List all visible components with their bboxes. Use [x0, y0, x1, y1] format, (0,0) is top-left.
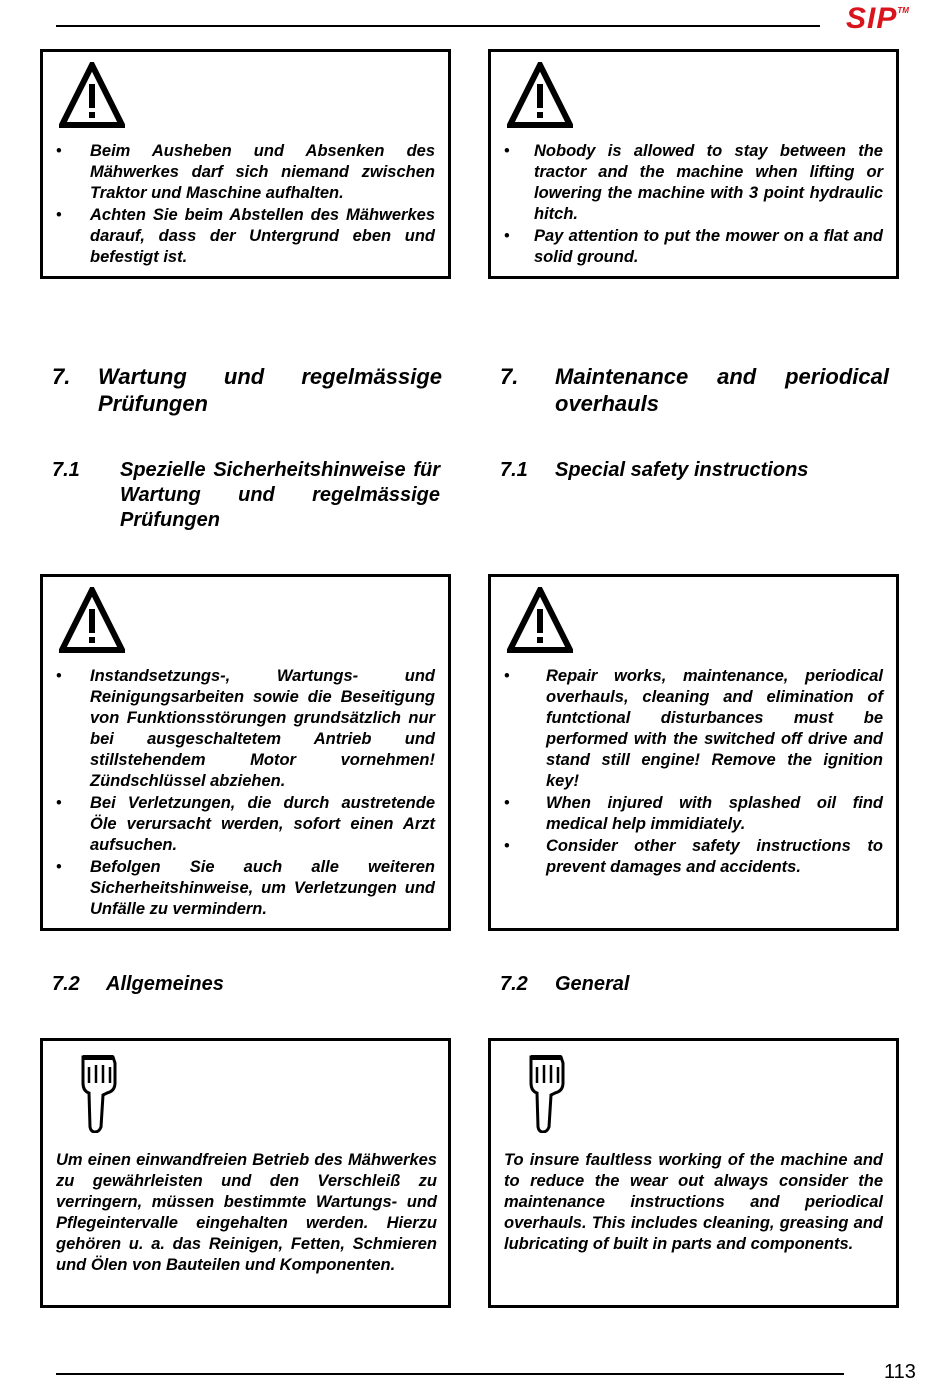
list-item: • Repair works, maintenance, periodical overhauls, cleaning and elimination of funtctional disturbances must be performed with the switched off drive and stand still engine! Remove the ignition key!: [504, 666, 883, 792]
warning-box-de-2: [40, 574, 451, 931]
list-item: • Pay attention to put the mower on a flat and solid ground.: [504, 226, 883, 268]
list-item: • Beim Ausheben und Absenken des Mähwerkes darf sich niemand zwischen Traktor und Maschine aufhalten.: [56, 141, 435, 204]
note-text-de: Um einen einwandfreien Betrieb des Mähwerkes zu gewährleisten und den Verschleiß zu verringern, müssen bestimmte Wartungs- und Pflegeintervalle eingehalten werden. Hierzu gehören u. a. das Reinigen, Fetten, Schmieren und Ölen von Bauteilen und Komponenten.: [56, 1151, 437, 1274]
warning-list-de-2: [56, 666, 435, 921]
header-rule: [56, 25, 820, 27]
list-item: • Befolgen Sie auch alle weiteren Sicherheitshinweise, um Verletzungen und Unfälle zu vermindern.: [56, 857, 435, 920]
section-7-2-number-en: 7.2: [500, 973, 528, 995]
section-7-2-number-de: 7.2: [52, 973, 80, 995]
warning-triangle-icon: [507, 587, 573, 653]
warning-box-de-1: [40, 49, 451, 279]
warning-triangle-icon: [507, 62, 573, 128]
section-7-1-number-en: 7.1: [500, 459, 528, 481]
section-7-1-title-en: Special safety instructions: [555, 459, 809, 481]
list-item: • Nobody is allowed to stay between the tractor and the machine when lifting or lowering the machine with 3 point hydraulic hitch.: [504, 141, 883, 225]
warning-triangle-icon: [59, 62, 125, 128]
warning-list-de-1: [56, 141, 435, 269]
section-7-number-de: 7.: [52, 364, 71, 389]
warning-box-en-2: [488, 574, 899, 931]
note-box-de: [40, 1038, 451, 1308]
list-item: • Instandsetzungs-, Wartungs- und Reinigungsarbeiten sowie die Beseitigung von Funktionsstörungen grundsätzlich nur bei ausgeschaltetem Antrieb und stillstehendem Motor vornehmen! Zündschlüssel abziehen.: [56, 666, 435, 792]
section-7-2-title-en: General: [555, 973, 630, 995]
section-7-number-en: 7.: [500, 364, 519, 389]
note-text-en: To insure faultless working of the machine and to reduce the wear out always consider the maintenance instructions and periodical overhauls. This includes cleaning, greasing and lubricating of built in parts and components.: [504, 1151, 883, 1253]
list-item: • Achten Sie beim Abstellen des Mähwerkes darauf, dass der Untergrund eben und befestigt ist.: [56, 205, 435, 268]
sip-logo: SIP™: [846, 2, 909, 35]
list-item: • When injured with splashed oil find medical help immidiately.: [504, 793, 883, 835]
section-7-title-en: Maintenance and periodical overhauls: [555, 364, 889, 416]
warning-triangle-icon: [59, 587, 125, 653]
section-7-1-title-de: Spezielle Sicherheitshinweise für Wartung und regelmässige Prüfungen: [120, 459, 440, 531]
footer-rule: [56, 1373, 844, 1375]
section-7-1-number-de: 7.1: [52, 459, 80, 481]
warning-list-en-1: [504, 141, 883, 269]
page-number: 113: [884, 1361, 916, 1383]
warning-box-en-1: [488, 49, 899, 279]
section-7-2-title-de: Allgemeines: [106, 973, 224, 995]
pointing-hand-icon: [77, 1053, 121, 1133]
list-item: • Consider other safety instructions to prevent damages and accidents.: [504, 836, 883, 878]
list-item: • Bei Verletzungen, die durch austretende Öle verursacht werden, sofort einen Arzt aufsuchen.: [56, 793, 435, 856]
pointing-hand-icon: [525, 1053, 569, 1133]
section-7-title-de: Wartung und regelmässige Prüfungen: [98, 364, 442, 416]
warning-list-en-2: [504, 666, 883, 879]
note-box-en: [488, 1038, 899, 1308]
